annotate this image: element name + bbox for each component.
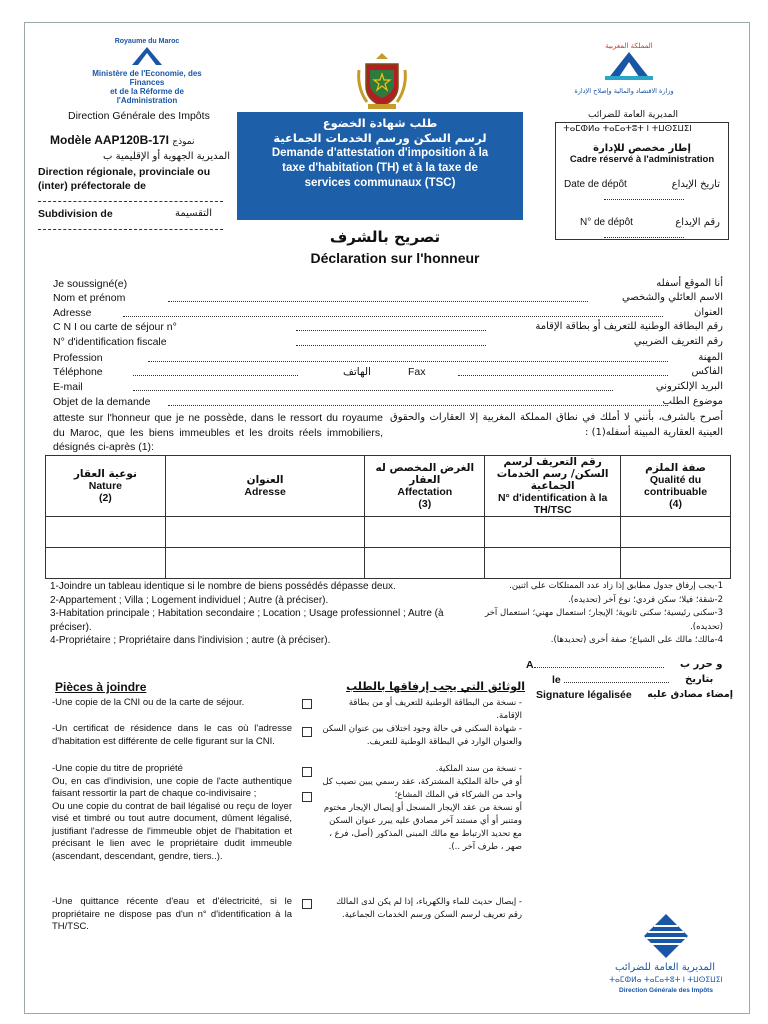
soussigne-ar: أنا الموقع أسفله (656, 278, 723, 289)
objet-fr: Objet de la demande (53, 396, 151, 408)
attest-fr: atteste sur l'honneur que je ne possède, dans le ressort du royaume du Maroc, que les biens immeubles et les droits réels immobiliers, désignés ci-après (1): (53, 412, 383, 453)
admin-box (555, 122, 729, 240)
piece-4-ar: - إيصال حديث للماء والكهرباء، إذا لم يكن لدى المالك رقم تعريف لرسم السكن ورسم الخدمات الجماعية. (336, 897, 522, 920)
th-affectation (365, 456, 485, 517)
banner-fr-line2: taxe d'habitation (TH) et à la taxe de (282, 162, 478, 174)
table-row (46, 517, 731, 548)
right-logo-ar: المملكة المغربية (605, 42, 653, 50)
notes-fr (50, 580, 450, 648)
right-dept-ar: المديرية العامة للضرائب (588, 110, 678, 120)
piece-1-fr: -Une copie de la CNI ou de la carte de séjour. (52, 697, 245, 708)
th-identification-fr: N° d'identification à la TH/TSC (497, 492, 608, 516)
sig-a-ar: و حرر ب (680, 659, 723, 670)
sig-ar: إمضاء مصادق عليه (647, 689, 733, 700)
admin-title-ar: إطار مخصص للإدارة (593, 143, 691, 154)
table-cell[interactable] (365, 517, 485, 548)
right-logo (574, 42, 674, 95)
pieces-title-fr: Pièces à joindre (55, 680, 147, 694)
email-ar: البريد الإلكتروني (655, 381, 723, 392)
email-input[interactable] (133, 390, 613, 391)
sig-fr: Signature légalisée (536, 689, 632, 701)
table-cell[interactable] (365, 548, 485, 579)
table-cell[interactable] (46, 548, 166, 579)
date-depot-field[interactable] (604, 199, 684, 200)
th-nature-note: (2) (98, 492, 112, 504)
email-fr: E-mail (53, 381, 83, 393)
note-1-fr: 1-Joindre un tableau identique si le nombre de biens possédés dépasse deux. (50, 581, 396, 592)
piece-2-checkbox[interactable] (302, 727, 312, 737)
adresse-ar: العنوان (694, 307, 723, 318)
piece-2-ar: - شهادة السكنى في حالة وجود اختلاف بين عنوان السكن والعنوان الوارد في البطاقة الوطنية للتعريف. (322, 724, 522, 747)
piece-1-checkbox[interactable] (302, 699, 312, 709)
profession-ar: المهنة (698, 352, 723, 363)
date-depot-ar: تاريخ الإيداع (671, 179, 720, 190)
dgi-footer-logo-icon (640, 912, 692, 958)
th-qualite-fr: Qualité du contribuable (644, 474, 708, 498)
th-adresse-fr: Adresse (244, 486, 286, 498)
subdivision-ar: التقسيمة (175, 208, 212, 219)
num-depot-field[interactable] (604, 237, 684, 238)
model-label-fr: Modèle AAP120B-17I (50, 133, 169, 147)
left-dept: Direction Générale des Impôts (68, 110, 210, 122)
admin-title-fr: Cadre réservé à l'administration (569, 154, 715, 165)
date-depot-fr: Date de dépôt (564, 179, 627, 190)
sig-date-field[interactable] (564, 682, 669, 683)
table-cell[interactable] (165, 517, 365, 548)
right-logo-ar2: وزارة الاقتصاد والمالية وإصلاح الإدارة (574, 87, 674, 95)
profession-input[interactable] (148, 361, 668, 362)
note-3-ar: 3-سكنى رئيسية؛ سكنى ثانوية؛ الإيجار؛ استعمال مهني؛ استعمال آخر (تحديده). (484, 608, 723, 632)
footer-tifinagh: ⵜⴰⵎⵀⵍⴰ ⵜⴰⵎⴰⵜⵓⵜ ⵏ ⵜⵡⵙⵉⵡⵉⵏ (609, 975, 723, 984)
field-nom (53, 292, 723, 306)
note-4-ar: 4-مالك؛ مالك على الشياع؛ صفة أخرى (تحديدها). (550, 635, 723, 645)
fax-fr: Fax (408, 366, 426, 378)
th-nature-fr: Nature (88, 480, 123, 492)
table-cell[interactable] (46, 517, 166, 548)
subdivision-line (38, 229, 223, 230)
piece-3b-checkbox[interactable] (302, 792, 312, 802)
field-tel (53, 366, 723, 380)
table-cell[interactable] (165, 548, 365, 579)
right-dept-tifinagh: ⵜⴰⵎⵀⵍⴰ ⵜⴰⵎⴰⵜⵓⵜ ⵏ ⵜⵡⵙⵉⵡⵉⵏ (563, 124, 692, 134)
direction-ar: المديرية الجهوية أو الإقليمية ب (103, 151, 230, 162)
tel-fr: Téléphone (53, 366, 103, 378)
piece-3-checkbox[interactable] (302, 767, 312, 777)
profession-fr: Profession (53, 352, 103, 364)
th-affectation-ar: الغرض المخصص له العقار (375, 462, 475, 486)
ministry-logo-line3: et de la Réforme de l'Administration (110, 87, 184, 105)
tel-ar: الهاتف (343, 366, 371, 378)
fax-ar: الفاكس (691, 366, 723, 377)
field-if (53, 336, 723, 350)
if-fr: N° d'identification fiscale (53, 336, 167, 348)
sig-a-fr: A (526, 659, 534, 671)
cni-ar: رقم البطاقة الوطنية للتعريف أو بطاقة الإقامة (535, 321, 723, 332)
note-2-ar: 2-شقة؛ فيلا؛ سكن فردي؛ نوع آخر (تحديده). (567, 594, 723, 605)
soussigne-fr: Je soussigné(e) (53, 278, 128, 290)
banner-ar-line2: لرسم السكن ورسم الخدمات الجماعية (273, 131, 487, 145)
nom-input[interactable] (168, 301, 588, 302)
signature-place (526, 659, 664, 671)
footer-ar: المديرية العامة للضرائب (615, 962, 715, 973)
tel-input[interactable] (133, 375, 298, 376)
objet-ar: موضوع الطلب (662, 396, 723, 407)
direction-line (38, 201, 223, 202)
ministry-logo-icon (82, 45, 212, 69)
note-3-fr: 3-Habitation principale ; Habitation secondaire ; Location ; Usage professionnel ; Autre (à préciser). (50, 608, 444, 633)
field-adresse (53, 307, 723, 321)
subdivision-fr: Subdivision de (38, 208, 113, 220)
model-label (50, 133, 194, 147)
th-nature-ar: نوعية العقار (73, 468, 137, 480)
footer-fr: Direction Générale des Impôts (619, 987, 713, 994)
th-affectation-note: (3) (418, 498, 432, 510)
fax-input[interactable] (458, 375, 668, 376)
banner-ar-line1: طلب شهادة الخضوع (322, 116, 438, 130)
piece-3-ar: - نسخة من سند الملكية. أو في حالة الملكية المشتركة، عقد رسمي يبين نصيب كل واحد من الشركاء في الملك المشاع؛ أو نسخة من عقد الإيجار المسجل أو إيصال الإيجار مختوم ومتنبر أو أي مستند آخر مصادق عليه يبرر عنوان السكن مع تحديد الارتباط مع مالك المبنى المذكور (أصل، فرع ، صهر ، طرف آخر ..). (322, 764, 522, 852)
ministry-logo-line1: Royaume du Maroc (114, 38, 180, 45)
th-nature (46, 456, 166, 517)
th-affectation-fr: Affectation (397, 486, 453, 498)
th-identification-ar: رقم التعريف لرسم السكن/ رسم الخدمات الجماعية (496, 456, 609, 492)
signature-date (552, 674, 669, 686)
sig-le-ar: بتاريخ (685, 674, 714, 685)
model-label-ar: نموذج (172, 137, 195, 147)
th-qualite (621, 456, 731, 517)
table-cell[interactable] (485, 548, 621, 579)
piece-2-fr: -Un certificat de résidence dans le cas où l'adresse d'habitation est différente de celle figurant sur la CNI. (52, 723, 292, 747)
nom-ar: الاسم العائلي والشخصي (621, 292, 723, 303)
nom-fr: Nom et prénom (53, 292, 126, 304)
if-ar: رقم التعريف الضريبي (633, 336, 723, 347)
adresse-fr: Adresse (53, 307, 92, 319)
declaration-title-fr: Déclaration sur l'honneur (310, 250, 480, 266)
notes-ar (470, 580, 723, 648)
piece-4-fr: -Une quittance récente d'eau et d'électricité, si le propriétaire ne dispose pas d'un n° d'identification à la TH/TSC. (52, 896, 292, 932)
title-banner (237, 112, 523, 220)
piece-4-checkbox[interactable] (302, 899, 312, 909)
th-adresse (165, 456, 365, 517)
cni-fr: C N I ou carte de séjour n° (53, 321, 177, 333)
th-adresse-ar: العنوان (246, 474, 284, 486)
note-1-ar: 1-يجب إرفاق جدول مطابق إذا زاد عدد الممتلكات على اثنين. (509, 581, 723, 591)
banner-fr-line1: Demande d'attestation d'imposition à la (271, 147, 489, 159)
sig-le-fr: le (552, 674, 561, 686)
note-4-fr: 4-Propriétaire ; Propriétaire dans l'indivision ; autre (à préciser). (50, 635, 331, 646)
field-objet (53, 396, 723, 410)
field-profession (53, 352, 723, 366)
table-cell[interactable] (621, 548, 731, 579)
right-logo-icon (599, 50, 659, 82)
direction-fr: Direction régionale, provinciale ou (inter) préfectorale de (38, 166, 211, 192)
piece-3-fr: -Une copie du titre de propriété Ou, en cas d'indivision, une copie de l'acte authentique faisant ressortir la part de chaque co-indivisaire ; Ou une copie du contrat de bail légalisé ou reçu de loyer visé et timbré ou tout autre document, dûment légalisé, justifiant l'adresse de l'immeuble objet de l'habitation et précisant le lien avec le propriétaire dudit immeuble (ascendant, descendant, gendre, tiers..). (52, 763, 292, 862)
ministry-logo-line2: Ministère de l'Economie, des Finances (92, 69, 202, 87)
sig-place-field[interactable] (534, 667, 664, 668)
note-2-fr: 2-Appartement ; Villa ; Logement individuel ; Autre (à préciser). (50, 594, 329, 606)
piece-1-ar: - نسخة من البطاقة الوطنية للتعريف أو من بطاقة الإقامة. (348, 698, 522, 721)
adresse-input[interactable] (123, 316, 663, 317)
properties-table (45, 455, 731, 579)
field-cni (53, 321, 723, 335)
pieces-title-ar: الوثائق التي يجب إرفاقها بالطلب (346, 680, 525, 693)
field-soussigne (53, 278, 723, 292)
banner-fr-line3: services communaux (TSC) (304, 177, 456, 189)
table-row (46, 548, 731, 579)
ministry-logo (82, 38, 212, 105)
declaration-title-ar: تصريح بالشرف (329, 228, 441, 246)
th-qualite-note: (4) (669, 498, 682, 510)
table-header-row (46, 456, 731, 517)
num-depot-fr: N° de dépôt (580, 217, 633, 228)
attest-ar: أصرح بالشرف، بأنني لا أملك في نطاق المملكة المغربية إلا العقارات والحقوق العينية العقارية المبينة أسفله(1) : (390, 412, 723, 438)
if-input[interactable] (296, 345, 486, 346)
th-identification (485, 456, 621, 517)
th-qualite-ar: صفة الملزم (645, 462, 706, 474)
coat-of-arms-icon (356, 50, 408, 112)
table-cell[interactable] (621, 517, 731, 548)
field-email (53, 381, 723, 395)
num-depot-ar: رقم الإيداع (675, 217, 720, 228)
cni-input[interactable] (296, 330, 486, 331)
table-cell[interactable] (485, 517, 621, 548)
objet-input[interactable] (168, 405, 668, 406)
